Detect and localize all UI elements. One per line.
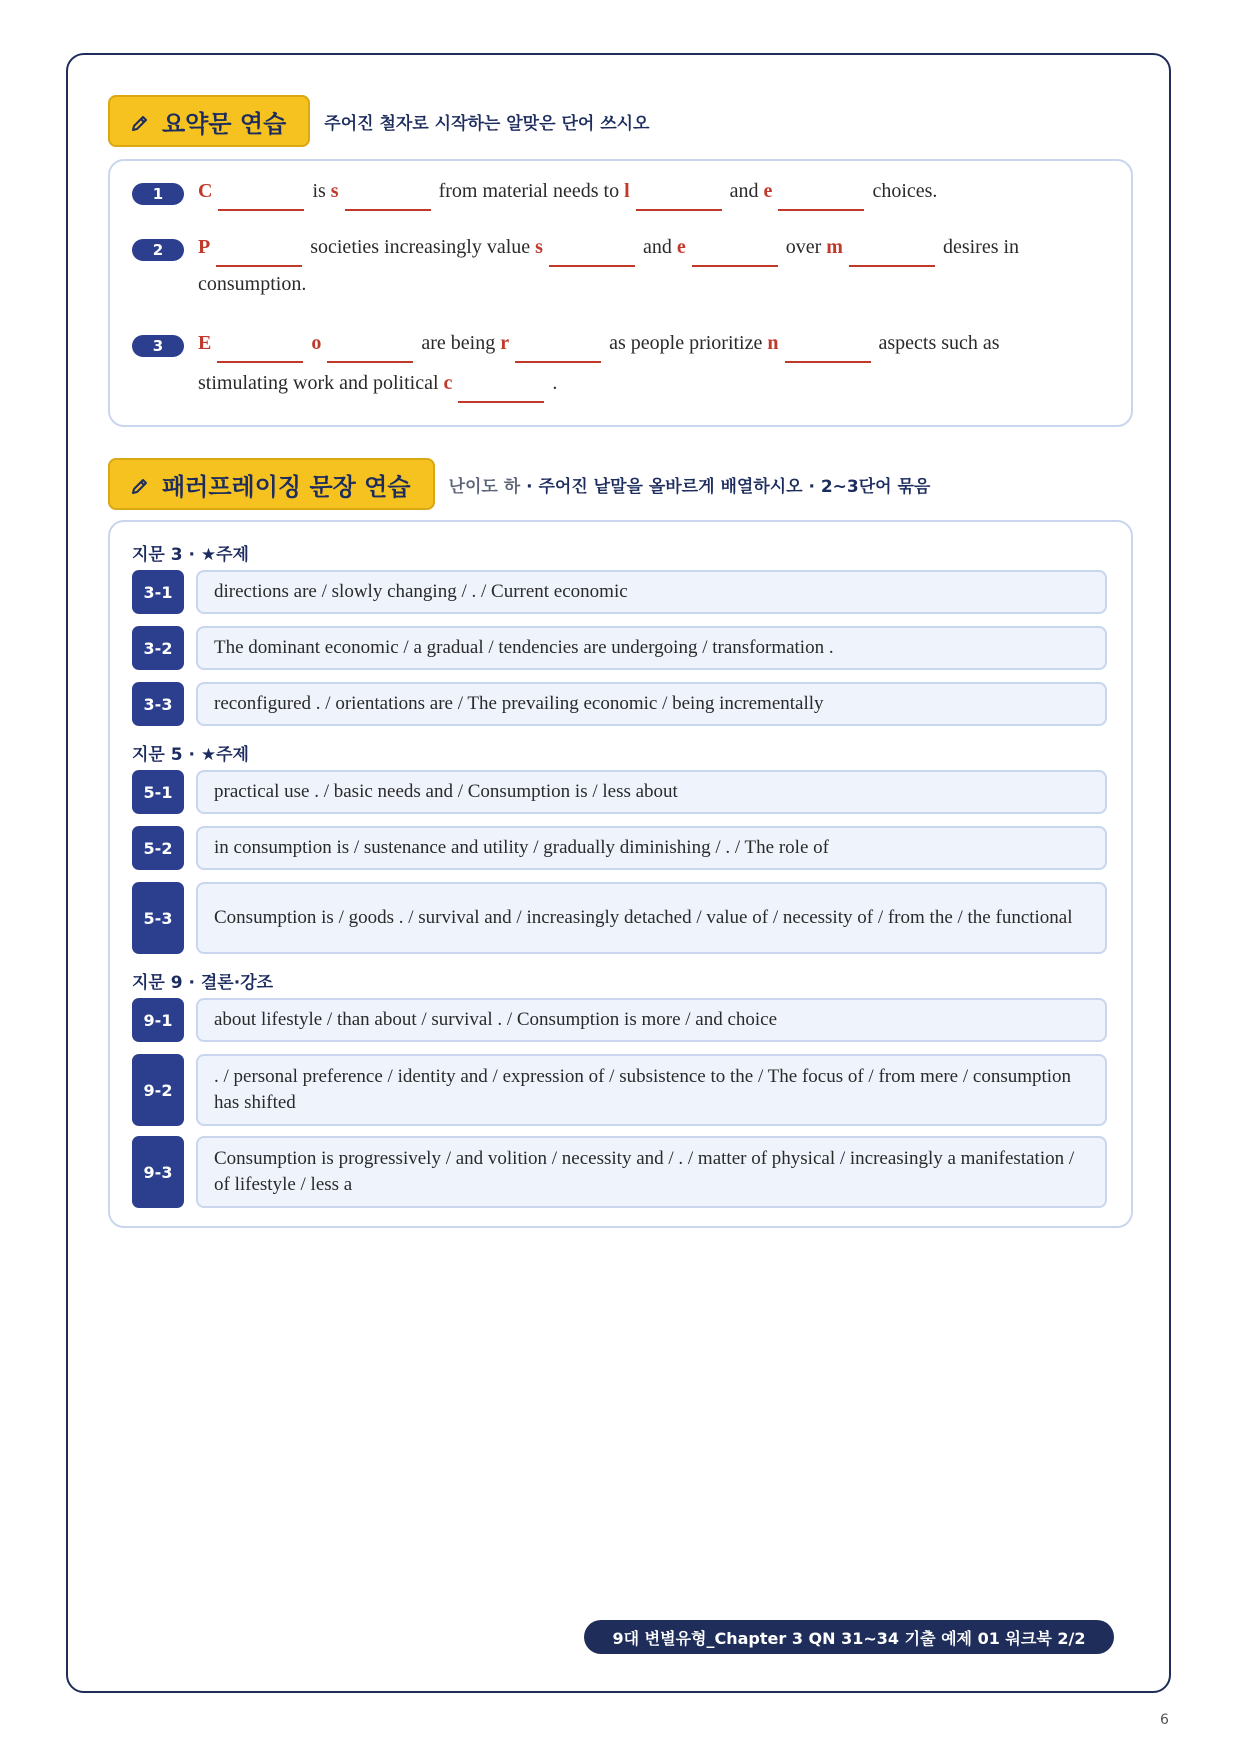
item-number-badge: 9-3 — [132, 1136, 184, 1208]
passage-group-label: 지문 3 · ★주제 — [132, 545, 249, 565]
summary-item-number: 2 — [132, 239, 184, 261]
item-number-badge: 3-3 — [132, 682, 184, 726]
summary-text: stimulating work and political — [198, 372, 444, 394]
answer-blank[interactable] — [327, 337, 413, 363]
word-chunks-text: Consumption is progressively / and volition / necessity and / . / matter of physical / increasingly a manifestation / of lifestyle / less a — [214, 1148, 1075, 1195]
initial-letter: s — [330, 180, 339, 202]
initial-letter: r — [500, 332, 510, 354]
item-number-badge: 3-2 — [132, 626, 184, 670]
answer-blank[interactable] — [216, 241, 302, 267]
initial-letter: l — [624, 180, 630, 202]
summary-line — [198, 177, 937, 203]
word-chunks-box — [196, 626, 1107, 670]
summary-text: are being — [421, 332, 501, 354]
summary-text: over — [785, 236, 827, 258]
item-number-badge: 5-3 — [132, 882, 184, 954]
answer-blank[interactable] — [458, 377, 544, 403]
word-chunks-box — [196, 682, 1107, 726]
initial-letter: E — [198, 332, 212, 354]
summary-text: desires in — [942, 236, 1020, 258]
summary-line — [198, 369, 557, 395]
paraphrase-panel — [108, 520, 1133, 1228]
initial-letter: m — [826, 236, 843, 258]
answer-blank[interactable] — [636, 185, 722, 211]
answer-blank[interactable] — [692, 241, 778, 267]
pencil-icon — [130, 474, 150, 494]
summary-text: as people prioritize — [609, 332, 768, 354]
word-chunks-text: practical use . / basic needs and / Consumption is / less about — [214, 781, 678, 802]
initial-letter: e — [763, 180, 773, 202]
summary-text: from material needs to — [438, 180, 625, 202]
summary-text: aspects such as — [878, 332, 1000, 354]
initial-letter: P — [198, 236, 211, 258]
item-number-badge: 5-1 — [132, 770, 184, 814]
initial-letter: n — [767, 332, 779, 354]
passage-group-label: 지문 9 · 결론·강조 — [132, 973, 274, 993]
answer-blank[interactable] — [849, 241, 935, 267]
word-chunks-box — [196, 998, 1107, 1042]
summary-line — [198, 329, 1000, 355]
page-number: 6 — [1160, 1712, 1169, 1728]
paraphrase-instruction-text: · 주어진 낱말을 올바르게 배열하시오 · 2~3단어 묶음 — [526, 476, 931, 497]
word-chunks-box — [196, 1136, 1107, 1208]
initial-letter: C — [198, 180, 213, 202]
summary-item-number: 3 — [132, 335, 184, 357]
word-chunks-text: The dominant economic / a gradual / tendencies are undergoing / transformation . — [214, 637, 834, 658]
word-chunks-text: . / personal preference / identity and / expression of / subsistence to the / The focus of / from mere / consumption has shifted — [214, 1066, 1072, 1113]
paraphrase-header — [108, 458, 930, 510]
answer-blank[interactable] — [345, 185, 431, 211]
word-chunks-box — [196, 1054, 1107, 1126]
summary-header — [108, 95, 649, 147]
summary-text: choices. — [872, 180, 938, 202]
answer-blank[interactable] — [778, 185, 864, 211]
initial-letter: o — [311, 332, 322, 354]
word-chunks-text: about lifestyle / than about / survival . / Consumption is more / and choice — [214, 1009, 778, 1030]
word-chunks-text: directions are / slowly changing / . / Current economic — [214, 581, 628, 602]
footer-chapter-label: 9대 변별유형_Chapter 3 QN 31~34 기출 예제 01 워크북 2/2 — [584, 1620, 1114, 1654]
answer-blank[interactable] — [217, 337, 303, 363]
word-chunks-box — [196, 770, 1107, 814]
answer-blank[interactable] — [218, 185, 304, 211]
difficulty-label: 난이도 하 — [448, 476, 521, 497]
word-chunks-box — [196, 570, 1107, 614]
summary-instruction: 주어진 철자로 시작하는 알맞은 단어 쓰시오 — [324, 113, 650, 134]
item-number-badge: 9-1 — [132, 998, 184, 1042]
summary-text: societies increasingly value — [310, 236, 536, 258]
summary-line — [198, 233, 1019, 259]
summary-text: and — [642, 236, 677, 258]
paraphrase-title: 패러프레이징 문장 연습 — [162, 472, 411, 501]
summary-title: 요약문 연습 — [162, 109, 287, 138]
summary-item-number: 1 — [132, 183, 184, 205]
pencil-icon — [130, 111, 150, 131]
summary-text: consumption. — [198, 273, 307, 295]
item-number-badge: 3-1 — [132, 570, 184, 614]
initial-letter: c — [443, 372, 453, 394]
paraphrase-instruction — [449, 472, 931, 497]
item-number-badge: 5-2 — [132, 826, 184, 870]
word-chunks-text: Consumption is / goods . / survival and / increasingly detached / value of / necessity of / from the / the functional — [214, 907, 1073, 928]
summary-text: and — [729, 180, 764, 202]
word-chunks-text: reconfigured . / orientations are / The prevailing economic / being incrementally — [214, 693, 824, 714]
summary-title-tab — [108, 95, 310, 147]
summary-text: is — [312, 180, 331, 202]
word-chunks-box — [196, 826, 1107, 870]
answer-blank[interactable] — [515, 337, 601, 363]
word-chunks-text: in consumption is / sustenance and utility / gradually diminishing / . / The role of — [214, 837, 829, 858]
initial-letter: s — [535, 236, 543, 258]
initial-letter: e — [676, 236, 686, 258]
item-number-badge: 9-2 — [132, 1054, 184, 1126]
answer-blank[interactable] — [549, 241, 635, 267]
passage-group-label: 지문 5 · ★주제 — [132, 745, 249, 765]
summary-line — [198, 273, 306, 296]
paraphrase-title-tab — [108, 458, 435, 510]
summary-text: . — [552, 372, 558, 394]
word-chunks-box — [196, 882, 1107, 954]
answer-blank[interactable] — [785, 337, 871, 363]
summary-panel — [108, 159, 1133, 427]
